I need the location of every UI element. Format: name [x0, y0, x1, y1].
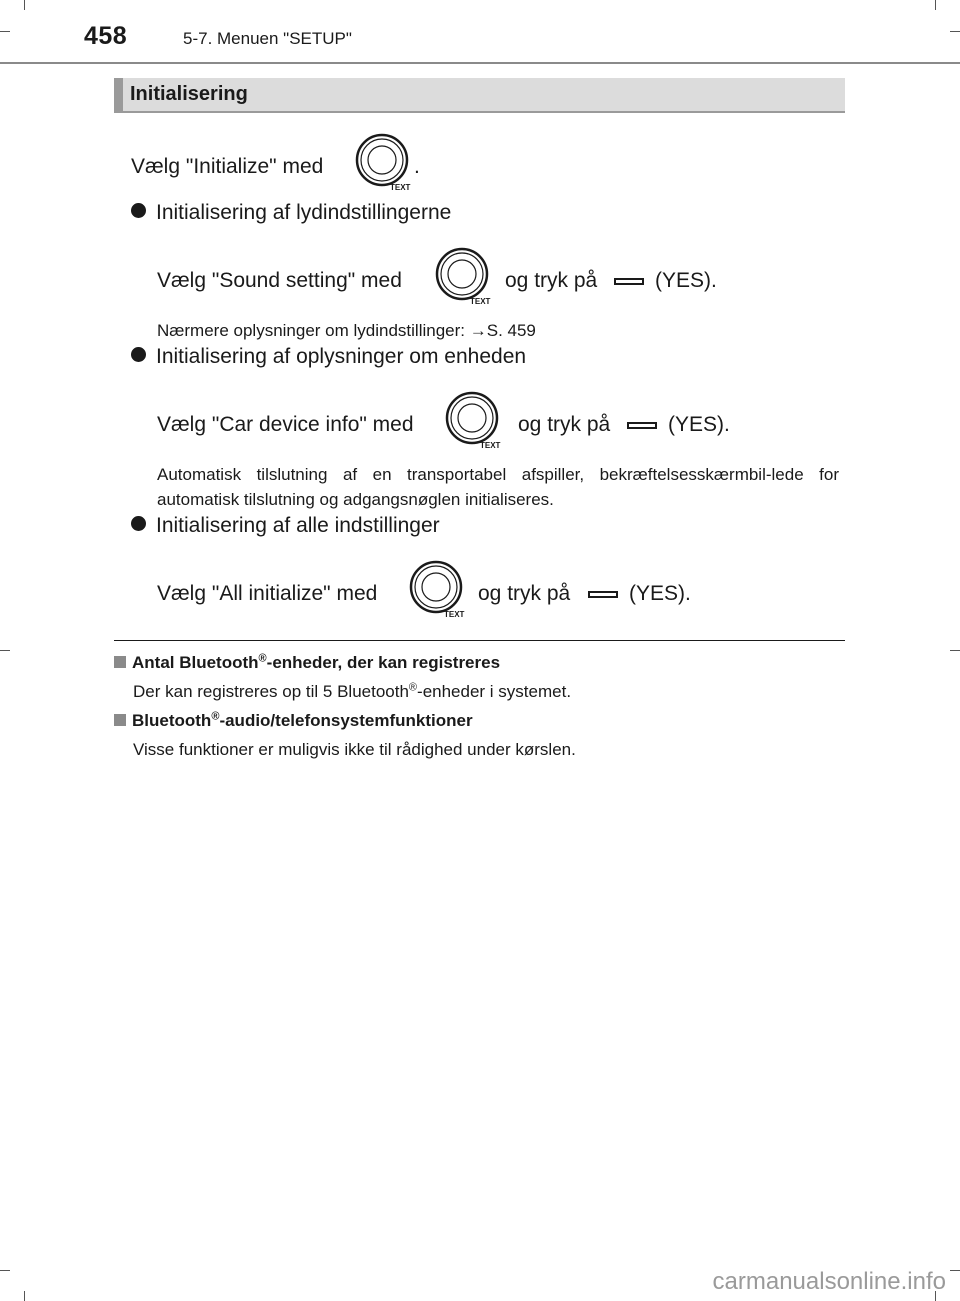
intro-step-text [131, 155, 323, 179]
square-bullet-icon [114, 656, 126, 668]
step-text-middle: og tryk på [505, 269, 598, 292]
button-icon [614, 278, 644, 285]
step-text-after: (YES). [629, 582, 691, 605]
knob-label: TEXT [470, 297, 491, 306]
section-title: Initialisering [130, 83, 248, 105]
info-heading: Antal Bluetooth®-enheder, der kan registreres [114, 653, 500, 673]
header-divider [0, 62, 960, 64]
crop-mark [0, 31, 10, 32]
bullet-icon [131, 347, 146, 362]
crop-mark [0, 1270, 10, 1271]
watermark: carmanualsonline.info [712, 1268, 946, 1295]
list-item-heading: Initialisering af alle indstillinger [131, 514, 440, 538]
step-text: Vælg "All initialize" med [157, 582, 378, 605]
note-text: Nærmere oplysninger om lydindstillinger: →S. 459 [157, 321, 536, 340]
info-body: Der kan registreres op til 5 Bluetooth®-enheder i systemet. [133, 681, 572, 701]
knob-label: TEXT [480, 441, 501, 450]
knob-label: TEXT [444, 610, 465, 619]
step-text: Vælg "Car device info" med [157, 413, 414, 436]
crop-mark [950, 31, 960, 32]
chapter-title: 5-7. Menuen "SETUP" [183, 29, 352, 48]
crop-mark [950, 650, 960, 651]
note-text: Automatisk tilslutning af en transportabel afspiller, bekræftelsesskærmbil-lede for automatisk tilslutning og adgangsnøglen initialiseres. [157, 465, 839, 509]
button-icon [588, 591, 618, 598]
intro-step-before: Vælg "Initialize" med [131, 155, 324, 178]
page-reference: S. 459 [486, 321, 536, 340]
square-bullet-icon [114, 714, 126, 726]
step-text-middle: og tryk på [518, 413, 611, 436]
crop-mark [24, 0, 25, 10]
bullet-icon [131, 516, 146, 531]
crop-mark [950, 1270, 960, 1271]
bullet-icon [131, 203, 146, 218]
page-number: 458 [84, 22, 128, 50]
tune-knob-icon [354, 132, 416, 192]
tune-knob-icon [434, 246, 496, 306]
step-text-middle: og tryk på [478, 582, 571, 605]
list-item-heading: Initialisering af lydindstillingerne [131, 201, 451, 225]
step-text-after: (YES). [668, 413, 730, 436]
crop-mark [935, 0, 936, 10]
arrow-icon: → [469, 321, 487, 340]
tune-knob-icon [444, 390, 506, 450]
info-heading: Bluetooth®-audio/telefonsystemfunktioner [114, 711, 473, 731]
section-header [114, 78, 845, 113]
intro-step-after: . [414, 155, 420, 178]
step-text: Vælg "Sound setting" med [157, 269, 402, 292]
crop-mark [24, 1291, 25, 1301]
crop-mark [0, 650, 10, 651]
info-body: Visse funktioner er muligvis ikke til rådighed under kørslen. [133, 740, 576, 759]
button-icon [627, 422, 657, 429]
tune-knob-icon [408, 559, 470, 619]
step-text-after: (YES). [655, 269, 717, 292]
list-item-heading: Initialisering af oplysninger om enheden [131, 345, 526, 369]
section-header-bar [114, 78, 123, 111]
section-divider [114, 640, 845, 641]
knob-label: TEXT [390, 183, 411, 192]
